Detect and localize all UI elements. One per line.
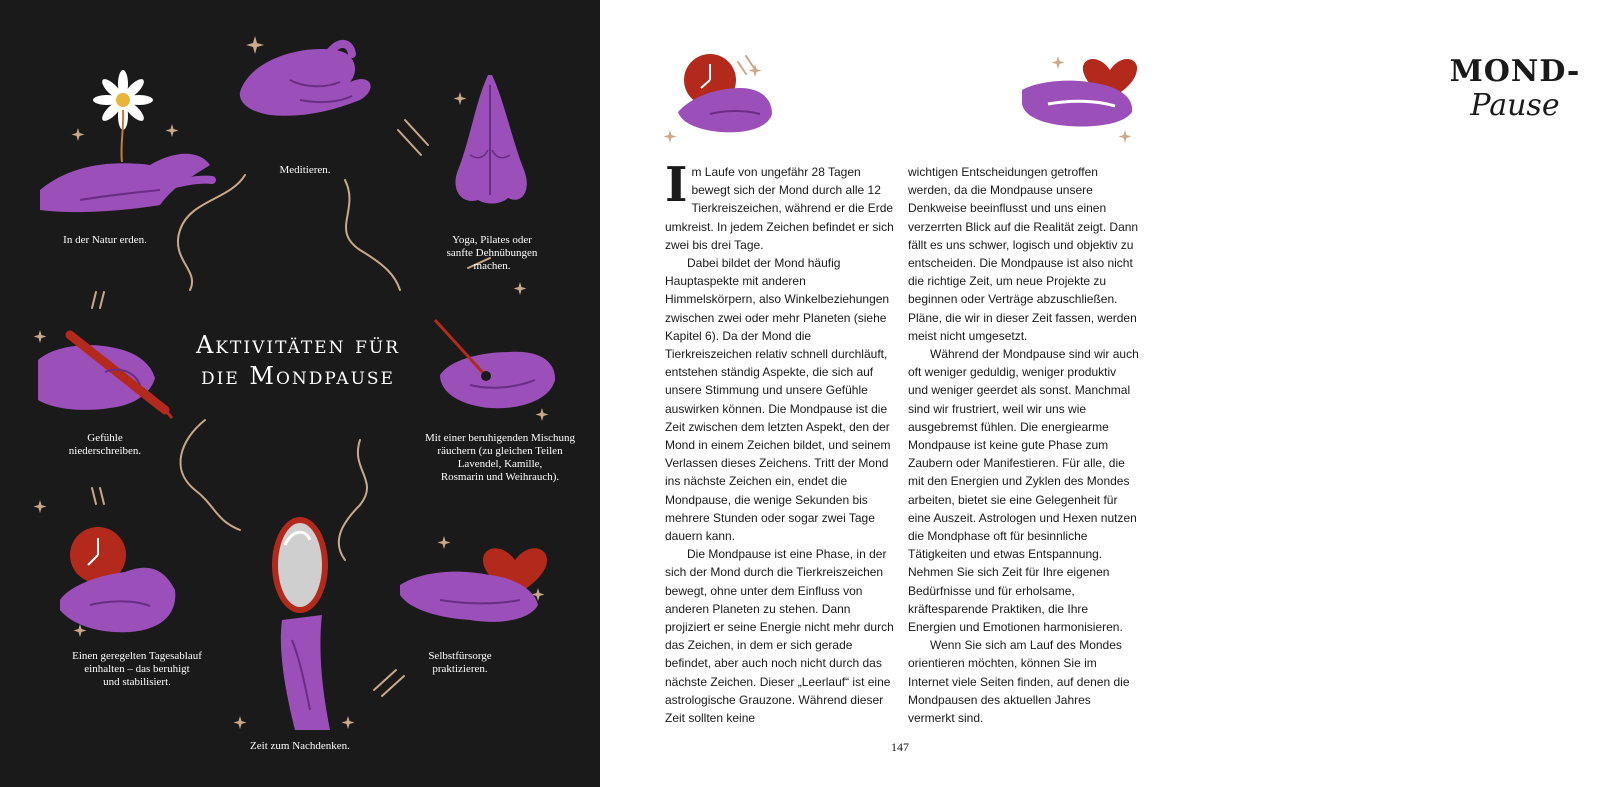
caption-incense: Mit einer beruhigenden Mischung räuchern (zu gleichen Teilen Lavendel, Kamille, Rosmarin und Weihrauch). <box>425 432 575 483</box>
heart-hand-icon <box>400 548 547 622</box>
wavy-line <box>181 420 240 530</box>
sparkle-icon <box>664 130 677 143</box>
page-title-line1: MOND- <box>1449 54 1581 89</box>
sparkle-icon <box>166 124 179 137</box>
sparkle-icon <box>72 128 85 141</box>
sparkle-icon <box>536 408 549 421</box>
caption-meditate: Meditieren. <box>279 164 331 176</box>
text-column-right <box>908 163 1139 727</box>
sparkle-icon <box>514 282 527 295</box>
clock-moon-hand-icon <box>678 54 772 132</box>
text-column-left <box>665 157 896 727</box>
page-number: 147 <box>891 740 909 754</box>
caption-nature: In der Natur erden. <box>63 234 147 246</box>
caption-reflect: Zeit zum Nachdenken. <box>250 740 350 752</box>
paragraph: Wenn Sie sich am Lauf des Mondes orientieren möchten, können Sie im Internet viele Seiten finden, auf denen die Mondpausen des aktuellen Jahres vermerkt sind. <box>908 638 1130 726</box>
caption-routine: Einen geregelten Tagesablauf einhalten – das beruhigt und stabilisiert. <box>72 650 202 688</box>
sparkle-icon <box>246 36 264 54</box>
sparkle-icon <box>1052 56 1065 69</box>
nature-hand-icon <box>40 154 212 212</box>
paragraph: Die Mondpause ist eine Phase, in der sich der Mond durch die Tierkreiszeichen bewegt, ohne unter dem Einfluss von anderen Planeten zu stehen. Dann projiziert er seine Energie nicht mehr durch das Zeichen, in dem er sich gerade befindet, aber auch noch nicht durch das nächste Zeichen. Dieser „Leerlauf“ ist eine astrologische Grauzone. Während dieser Zeit sollten keine <box>665 547 894 726</box>
heart-hand-icon <box>1022 59 1137 127</box>
drop-cap: I <box>665 157 688 213</box>
sparkle-icon <box>454 92 467 105</box>
paragraph: Während der Mondpause sind wir auch oft weniger geduldig, weniger produktiv und weniger geerdet als sonst. Manchmal sind wir frustriert, weil wir uns wie ausgebremst fühlen. Die energiearme Mondpause ist keine gute Phase zum Zaubern oder Manifestieren. Für alle, die mit den Energien und Zyklen des Mondes arbeiten, bietet sie eine Gelegenheit für eine Auszeit. Astrologen und Hexen nutzen die Mondphase oft für besinnliche Tätigkeiten und etwas Entspannung. Nehmen Sie sich Zeit für Ihre eigenen Bedürfnisse und für erholsame, kräftesparende Praktiken, die Ihre Energien und Emotionen harmonisieren. <box>908 347 1139 635</box>
sparkle-icon <box>34 330 47 343</box>
sparkle-icon <box>342 716 355 729</box>
caption-yoga: Yoga, Pilates oder sanfte Dehnübungen machen. <box>446 234 538 272</box>
left-title-line1: Aktivitäten für <box>195 331 400 359</box>
wavy-line <box>345 180 400 290</box>
meditation-hand-icon <box>240 44 371 116</box>
sparkle-icon <box>34 500 47 513</box>
paragraph: Im Laufe von ungefähr 28 Tagen bewegt sich der Mond durch alle 12 Tierkreiszeichen, während er die Erde umkreist. In jedem Zeichen befindet er sich zwei bis drei Tage. <box>665 157 894 252</box>
left-page-title <box>150 330 446 392</box>
wavy-line <box>339 440 367 560</box>
mirror-hand-icon <box>272 517 330 730</box>
sparkle-icon <box>749 64 762 77</box>
left-page <box>0 0 600 787</box>
wavy-line <box>178 175 245 290</box>
praying-hands-icon <box>455 75 526 204</box>
paragraph: wichtigen Entscheidungen getroffen werden, da die Mondpause unsere Denkweise beeinflusst und uns einen verzerrten Blick auf die Realität zeigt. Dann fällt es uns schwer, logisch und objektiv zu entscheiden. Die Mondpause ist also nicht die richtige Zeit, um neue Projekte zu beginnen oder Verträge abzuschließen. Pläne, die wir in dieser Zeit fassen, werden meist nicht umgesetzt. <box>908 165 1139 343</box>
sparkle-icon <box>1119 130 1132 143</box>
left-title-line2: die Mondpause <box>201 362 395 390</box>
paragraph: Dabei bildet der Mond häufig Hauptaspekte mit anderen Himmelskörpern, also Winkelbeziehungen zwischen zwei oder mehr Planeten (siehe Kapitel 6). Da der Mond die Tierkreiszeichen relativ schnell durchläuft, entstehen ständig Aspekte, die sich auf unsere Stimmung und unsere Gefühle auswirken können. Die Mondpause ist die Zeit zwischen dem letzten Aspekt, den der Mond in einem Zeichen bildet, und seinem Verlassen dieses Zeichens. Tritt der Mond ins nächste Zeichen ein, endet die Mondpause, die wenige Sekunden bis mehrere Stunden oder sogar zwei Tage dauern kann. <box>665 256 891 544</box>
page-title-line2: Pause <box>1470 88 1560 123</box>
incense-hand-icon <box>435 320 555 408</box>
caption-write: Gefühle niederschreiben. <box>68 432 142 457</box>
sparkle-icon <box>234 716 247 729</box>
caption-selfcare: Selbstfürsorge praktizieren. <box>428 650 492 675</box>
daisy-flower-icon <box>93 70 153 162</box>
clock-moon-hand-icon <box>60 527 175 632</box>
sparkle-icon <box>438 536 451 549</box>
